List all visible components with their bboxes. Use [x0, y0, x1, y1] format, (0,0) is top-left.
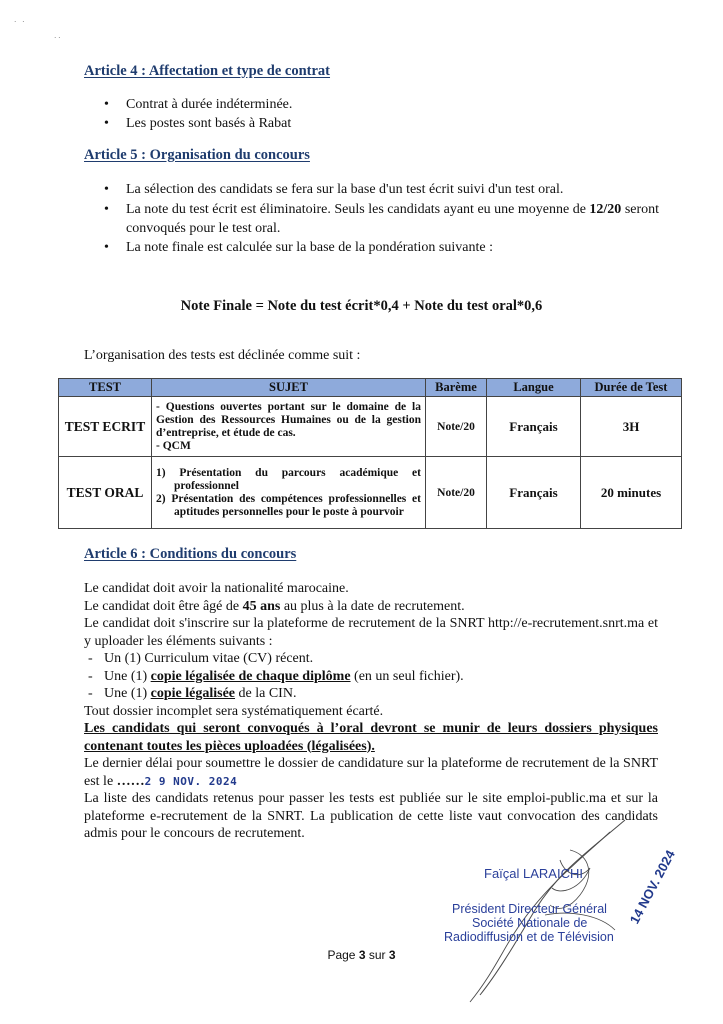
- subject-cell: [152, 397, 426, 457]
- subject-line: - QCM: [156, 439, 191, 452]
- column-header: TEST: [59, 379, 152, 397]
- deadline-date-stamp: 2 9 NOV. 2024: [144, 774, 238, 788]
- article-6-heading: Article 6 : Conditions du concours: [84, 546, 297, 562]
- list-item-text: Une (1): [104, 686, 151, 701]
- list-item: • La note finale est calculée sur la base de la pondération suivante :: [104, 238, 664, 257]
- list-item: [84, 685, 658, 703]
- grading-cell: Note/20: [426, 457, 487, 529]
- column-header: Langue: [487, 379, 581, 397]
- paragraph: [84, 598, 658, 616]
- language-cell: Français: [487, 397, 581, 457]
- paragraph: Tout dossier incomplet sera systématiquement écarté.: [84, 703, 384, 719]
- language-cell: Français: [487, 457, 581, 529]
- page-of-label: sur: [365, 948, 389, 962]
- emphasis-text: copie légalisée: [150, 686, 236, 701]
- scan-speck: · ·: [14, 18, 27, 26]
- tests-intro-text: L’organisation des tests est déclinée comme suit :: [84, 348, 361, 363]
- column-header: Barème: [426, 379, 487, 397]
- emphasis-text: copie légalisée de chaque diplôme: [150, 668, 351, 684]
- list-item: [104, 200, 664, 238]
- list-item-text: (en un seul fichier).: [350, 668, 464, 684]
- list-item-text: Une (1): [104, 668, 151, 684]
- list-item-text: de la CIN.: [235, 686, 297, 701]
- deadline-dots: ……: [116, 773, 145, 789]
- list-item: - Un (1) Curriculum vitae (CV) récent.: [84, 650, 658, 668]
- article-5-list: [104, 180, 664, 257]
- list-item-text: La note du test écrit est éliminatoire. Seuls les candidats ayant eu une moyenne de: [126, 202, 590, 217]
- paragraph-text: Le candidat doit être âgé de: [84, 598, 243, 614]
- page-total: 3: [388, 948, 396, 962]
- duration-cell: 3H: [581, 397, 682, 457]
- paragraph: [84, 755, 658, 790]
- list-item: • Contrat à durée indéterminée.: [104, 95, 292, 114]
- list-item: • La sélection des candidats se fera sur la base d'un test écrit suivi d'un test oral.: [104, 180, 664, 199]
- threshold-score: 12/20: [589, 202, 622, 217]
- column-header: Durée de Test: [581, 379, 682, 397]
- paragraph-text: au plus à la date de recrutement.: [280, 598, 465, 614]
- table-row: [59, 397, 682, 457]
- list-item: [84, 668, 658, 686]
- age-limit: 45 ans: [242, 598, 281, 614]
- tests-table: [58, 378, 682, 529]
- signatory-name: Faïçal LARAICHI: [484, 866, 583, 881]
- date-stamp: 14 NOV. 2024: [626, 847, 678, 927]
- paragraph: Le candidat doit s'inscrire sur la plateforme de recrutement de la SNRT http://e-recrutement.snrt.ma et y uploader les éléments suivants :: [84, 616, 658, 649]
- subject-line: - Questions ouvertes portant sur le domaine de la Gestion des Ressources Humaines ou de la gestion d’entreprise, et étude de cas.: [156, 400, 421, 439]
- article-5-heading: Article 5 : Organisation du concours: [84, 147, 310, 163]
- table-header-row: [59, 379, 682, 397]
- duration-cell: 20 minutes: [581, 457, 682, 529]
- page-label: Page: [327, 948, 359, 962]
- list-item: • Les postes sont basés à Rabat: [104, 114, 292, 133]
- article-4-heading: Article 4 : Affectation et type de contrat: [84, 63, 331, 79]
- paragraph: La liste des candidats retenus pour passer les tests est publiée sur le site emploi-public.ma et sur la plateforme e-recrutement de la SNRT. La publication de cette liste vaut convocation des candidats admis pour le concours de recrutement.: [84, 791, 658, 841]
- signatory-title: Président Directeur Général: [452, 902, 607, 916]
- subject-line: 2) Présentation des compétences professionnelles et aptitudes personnelles pour le poste à pourvoir: [156, 492, 421, 518]
- paragraph: Le candidat doit avoir la nationalité marocaine.: [84, 581, 349, 596]
- test-name-cell: TEST ORAL: [59, 457, 152, 529]
- page-footer: [0, 948, 723, 962]
- page-number: 3: [358, 948, 366, 962]
- list-item-text: seront convoqués pour le test oral.: [126, 202, 660, 236]
- grading-cell: Note/20: [426, 397, 487, 457]
- signatory-organization: Société Nationale de: [472, 916, 588, 930]
- article-6-body: [84, 580, 658, 843]
- scan-speck: · ·: [54, 34, 61, 42]
- final-score-formula: Note Finale = Note du test écrit*0,4 + Note du test oral*0,6: [180, 298, 543, 314]
- important-notice: Les candidats qui seront convoqués à l’oral devront se munir de leurs dossiers physiques contenant toutes les pièces uploadées (légalisées).: [84, 721, 658, 754]
- signatory-organization: Radiodiffusion et de Télévision: [444, 930, 614, 944]
- column-header: SUJET: [152, 379, 426, 397]
- subject-line: 1) Présentation du parcours académique et professionnel: [156, 466, 421, 492]
- article-4-list: [104, 95, 292, 133]
- subject-cell: [152, 457, 426, 529]
- table-row: [59, 457, 682, 529]
- paragraph-text: Le dernier délai pour soumettre le dossier de candidature sur la plateforme de recrutement de la SNRT est le: [84, 756, 658, 789]
- test-name-cell: TEST ECRIT: [59, 397, 152, 457]
